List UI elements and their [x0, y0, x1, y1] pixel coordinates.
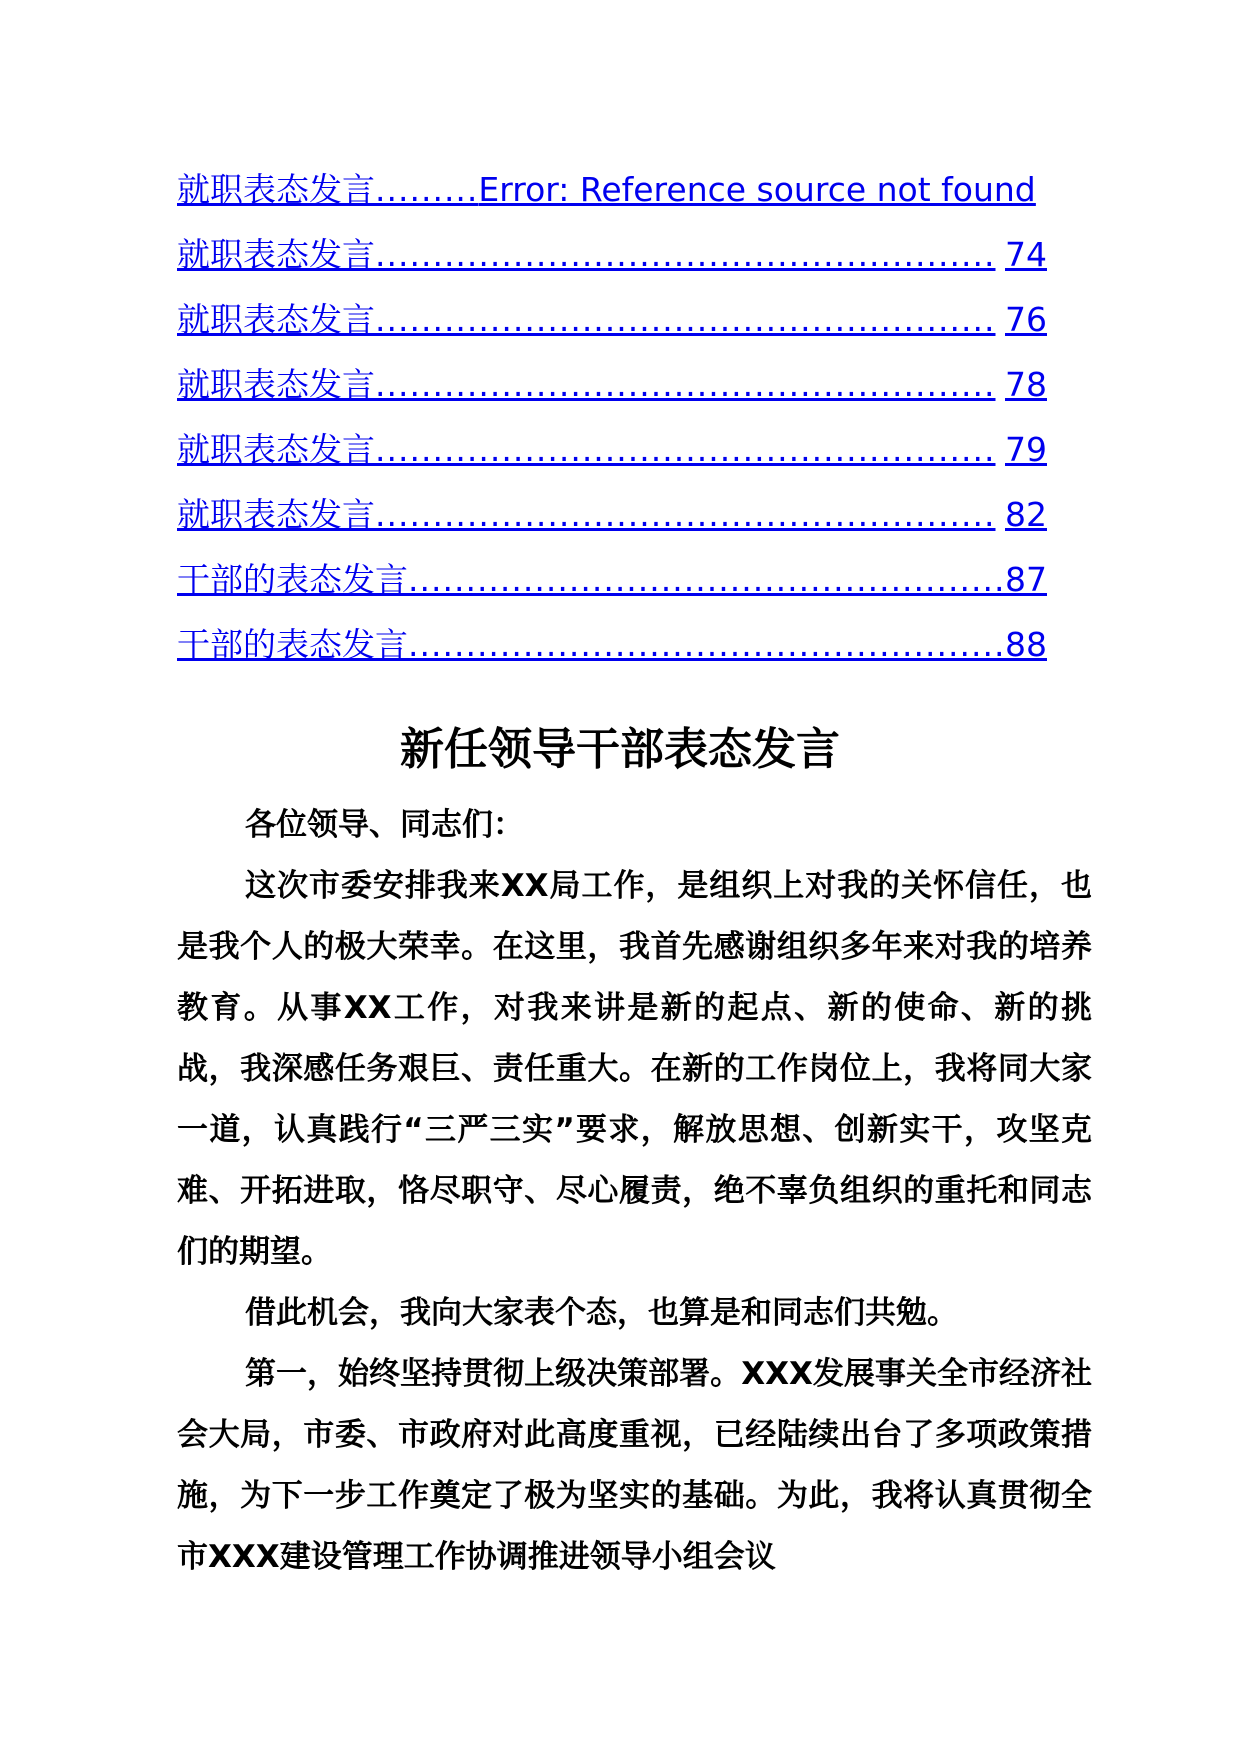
toc-entry-leader: ....................................................	[408, 560, 1005, 599]
toc-entry[interactable]	[177, 365, 1047, 430]
toc-entry-title: 干部的表态发言	[177, 560, 408, 599]
body-paragraph: 这次市委安排我来XX局工作，是组织上对我的关怀信任，也是我个人的极大荣幸。在这里，我首先感谢组织多年来对我的培养教育。从事XX工作，对我来讲是新的起点、新的使命、新的挑战，我深感任务艰巨、责任重大。在新的工作岗位上，我将同大家一道，认真践行“三严三实”要求，解放思想、创新实干，攻坚克难、开拓进取，恪尽职守、尽心履责，绝不辜负组织的重托和同志们的期望。	[177, 868, 1092, 1270]
toc-entry[interactable]	[177, 495, 1047, 560]
toc-entry-leader: ......................................................	[375, 300, 996, 339]
toc-entry[interactable]	[177, 235, 1047, 300]
toc-entry-leader: ......................................................	[375, 430, 996, 469]
toc-entry-title: 就职表态发言	[177, 300, 375, 339]
toc-entry-leader: ......................................................	[375, 235, 996, 274]
table-of-contents	[177, 170, 1047, 690]
toc-entry-leader: ......................................................	[375, 365, 996, 404]
document-body	[177, 795, 1092, 1588]
toc-entry-title: 就职表态发言	[177, 235, 375, 274]
toc-entry-page: 79	[1005, 430, 1047, 469]
toc-entry[interactable]	[177, 300, 1047, 365]
toc-entry-leader: ......................................................	[375, 495, 996, 534]
document-title: 新任领导干部表态发言	[400, 724, 840, 775]
toc-entry-page: Error: Reference source not found	[478, 170, 1036, 209]
toc-entry-title: 就职表态发言	[177, 495, 375, 534]
toc-entry[interactable]	[177, 430, 1047, 495]
toc-entry[interactable]	[177, 560, 1047, 625]
toc-entry-leader: .........	[375, 170, 479, 209]
toc-entry-page: 82	[1005, 495, 1047, 534]
toc-entry-title: 干部的表态发言	[177, 625, 408, 664]
toc-entry[interactable]	[177, 170, 1047, 235]
toc-entry-page: 88	[1005, 625, 1047, 664]
toc-entry-page: 76	[1005, 300, 1047, 339]
toc-entry-title: 就职表态发言	[177, 170, 375, 209]
toc-entry-leader: ....................................................	[408, 625, 1005, 664]
toc-entry-page: 74	[1005, 235, 1047, 274]
body-paragraph: 第一，始终坚持贯彻上级决策部署。XXX发展事关全市经济社会大局，市委、市政府对此高度重视，已经陆续出台了多项政策措施，为下一步工作奠定了极为坚实的基础。为此，我将认真贯彻全市XXX建设管理工作协调推进领导小组会议	[177, 1356, 1092, 1575]
body-paragraph: 借此机会，我向大家表个态，也算是和同志们共勉。	[245, 1295, 958, 1331]
toc-entry-title: 就职表态发言	[177, 430, 375, 469]
toc-entry-page: 87	[1005, 560, 1047, 599]
toc-entry-title: 就职表态发言	[177, 365, 375, 404]
toc-entry-page: 78	[1005, 365, 1047, 404]
toc-entry[interactable]	[177, 625, 1047, 690]
salutation: 各位领导、同志们：	[245, 807, 524, 843]
